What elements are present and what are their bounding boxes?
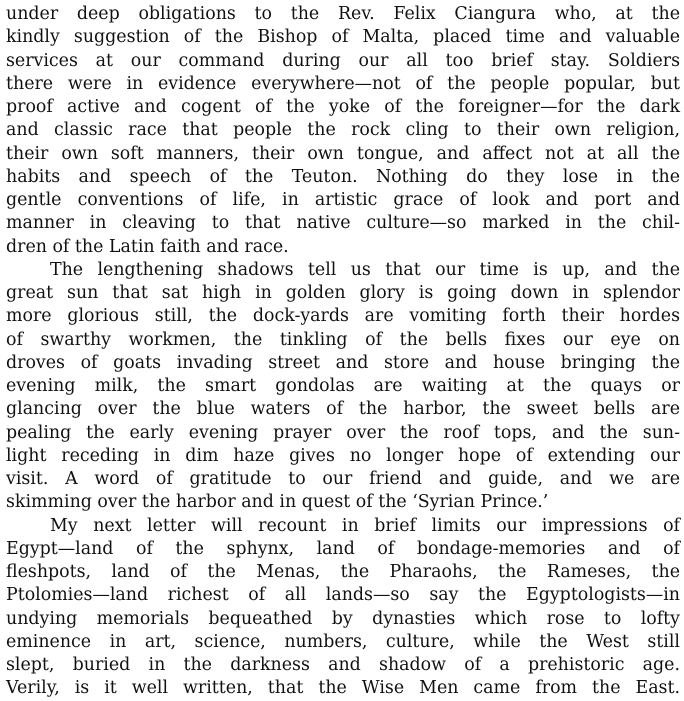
text-line: Egypt—land of the sphynx, land of bondage-memories and of: [6, 538, 680, 559]
text-line: dren of the Latin faith and race.: [6, 236, 289, 257]
text-line: gentle conventions of life, in artistic grace of look and port and: [6, 190, 680, 210]
text-line: droves of goats invading street and store and house bringing the: [6, 352, 680, 373]
paragraph-shadows: [6, 259, 680, 515]
text-line: light receding in dim haze gives no longer hope of extending our: [6, 445, 680, 466]
text-line: more glorious still, the dock-yards are vomiting forth their hordes: [6, 306, 680, 327]
paragraph-obligations: [6, 3, 680, 259]
text-line: habits and speech of the Teuton. Nothing do they lose in the: [6, 166, 680, 187]
text-line: My next letter will recount in brief limits our impressions of: [50, 515, 680, 536]
text-line: undying memorials bequeathed by dynasties which rose to lofty: [6, 608, 680, 629]
text-line: their own soft manners, their own tongue, and affect not at all the: [6, 143, 680, 164]
text-line: pealing the early evening prayer over the roof tops, and the sun-: [6, 422, 680, 443]
text-line: glancing over the blue waters of the harbor, the sweet bells are: [6, 399, 680, 420]
text-line: there were in evidence everywhere—not of the people popular, but: [6, 73, 680, 94]
text-line: evening milk, the smart gondolas are waiting at the quays or: [6, 376, 680, 396]
text-line: great sun that sat high in golden glory is going down in splendor: [6, 283, 680, 303]
text-line: slept, buried in the darkness and shadow of a prehistoric age.: [6, 655, 680, 675]
text-line: visit. A word of gratitude to our friend and guide, and we are: [6, 469, 680, 489]
text-line: of swarthy workmen, the tinkling of the bells fixes our eye on: [6, 329, 680, 350]
text-line: The lengthening shadows tell us that our time is up, and the: [50, 259, 680, 280]
text-line: under deep obligations to the Rev. Felix Ciangura who, at the: [6, 4, 680, 24]
text-line: and classic race that people the rock cling to their own religion,: [6, 120, 680, 141]
text-line: services at our command during our all too brief stay. Soldiers: [6, 50, 680, 71]
text-line: proof active and cogent of the yoke of the foreigner—for the dark: [6, 97, 680, 117]
text-line: kindly suggestion of the Bishop of Malta, placed time and valuable: [6, 27, 680, 48]
text-line: fleshpots, land of the Menas, the Pharaohs, the Rameses, the: [6, 562, 680, 582]
text-line: Verily, is it well written, that the Wise Men came from the East.: [6, 678, 680, 699]
paragraph-egypt: [6, 515, 680, 701]
text-line: Ptolomies—land richest of all lands—so say the Egyptologists—in: [6, 585, 680, 606]
text-line: eminence in art, science, numbers, culture, while the West still: [6, 631, 680, 652]
text-line: skimming over the harbor and in quest of the ‘Syrian Prince.’: [6, 492, 549, 513]
text-line: manner in cleaving to that native culture—so marked in the chil-: [6, 213, 680, 234]
article-body: [6, 3, 680, 701]
